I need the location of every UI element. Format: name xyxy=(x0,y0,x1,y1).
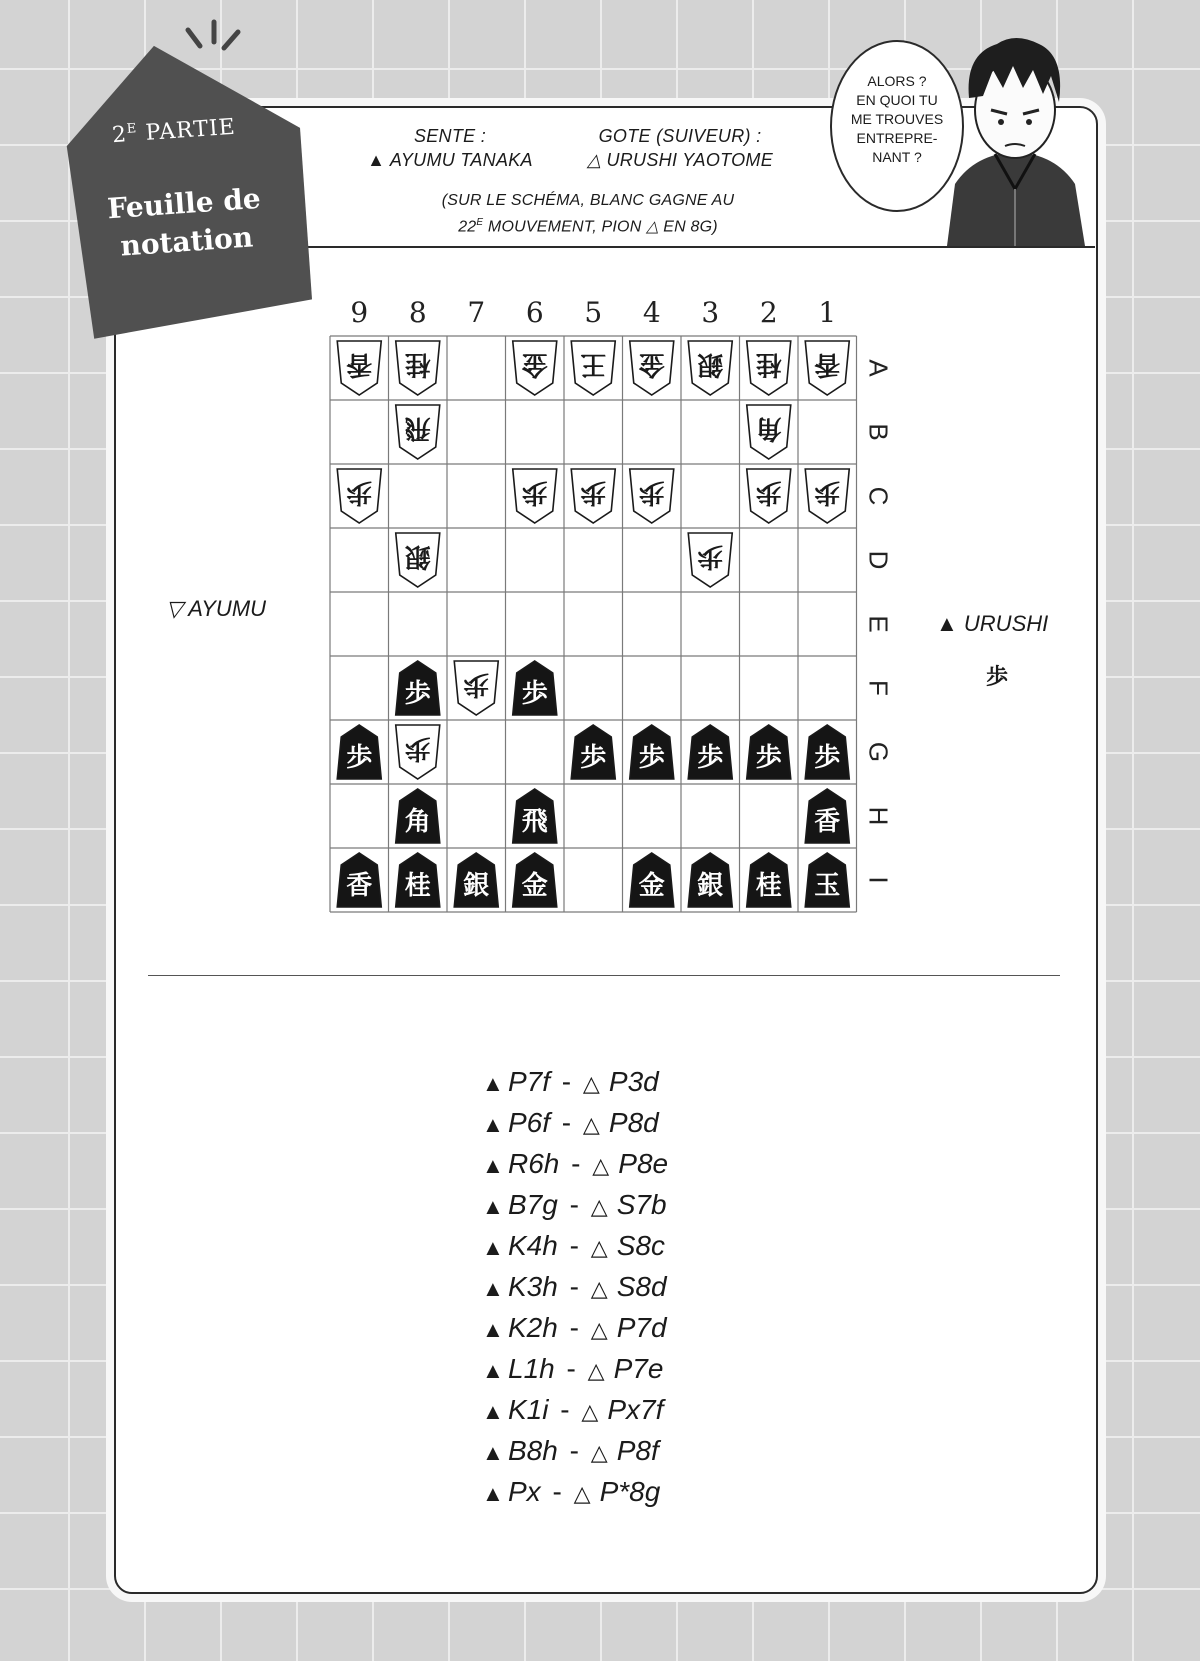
black-piece xyxy=(337,725,381,779)
piece-kanji: 歩 xyxy=(404,679,431,709)
white-piece xyxy=(396,533,440,587)
rank-label: H xyxy=(863,806,894,826)
white-piece xyxy=(747,341,791,395)
black-triangle-icon: ▲ xyxy=(367,150,386,170)
white-triangle-icon: △ xyxy=(581,1399,599,1424)
piece-kanji: 香 xyxy=(346,349,373,379)
white-piece xyxy=(747,469,791,523)
black-piece xyxy=(688,725,732,779)
black-move: K3h xyxy=(508,1271,558,1302)
rank-label: A xyxy=(863,359,894,377)
move-row xyxy=(482,1185,782,1226)
speech-line: ENTREPRE- xyxy=(856,130,938,146)
move-row xyxy=(482,1431,782,1472)
black-move: P6f xyxy=(508,1107,551,1138)
white-piece xyxy=(396,725,440,779)
white-triangle-icon: △ xyxy=(590,1235,608,1260)
white-move: P7d xyxy=(616,1312,667,1343)
move-separator: - xyxy=(544,1476,570,1507)
piece-kanji: 桂 xyxy=(404,871,431,901)
black-piece xyxy=(513,661,557,715)
piece-kanji: 香 xyxy=(346,871,373,901)
piece-kanji: 金 xyxy=(638,871,665,901)
piece-kanji: 飛 xyxy=(521,807,548,837)
black-piece xyxy=(513,853,557,907)
white-move: S8c xyxy=(616,1230,665,1261)
piece-kanji: 歩 xyxy=(814,743,841,773)
rank-label: G xyxy=(863,741,894,763)
file-label: 6 xyxy=(525,296,544,329)
move-row xyxy=(482,1472,782,1513)
pieces-in-hand: 歩 xyxy=(986,664,1009,689)
black-move: L1h xyxy=(508,1353,555,1384)
gote-player: △ URUSHI YAOTOME xyxy=(586,150,774,170)
black-piece xyxy=(630,853,674,907)
white-triangle-icon: △ xyxy=(582,1112,600,1137)
black-triangle-icon: ▲ xyxy=(482,1481,504,1506)
white-piece xyxy=(688,533,732,587)
diagram-note: (SUR LE SCHÉMA, BLANC GAGNE AU $22^E$ MOUVEMENT, PION △ EN 8G) xyxy=(441,192,735,236)
white-move: P7e xyxy=(613,1353,664,1384)
white-piece xyxy=(688,341,732,395)
black-move: K1i xyxy=(508,1394,549,1425)
white-move: P8d xyxy=(608,1107,659,1138)
piece-kanji: 歩 xyxy=(346,477,373,507)
move-list xyxy=(482,1062,782,1513)
black-triangle-icon: ▲ xyxy=(482,1276,504,1301)
white-down-triangle-icon: ▽ xyxy=(166,596,183,621)
piece-kanji: 歩 xyxy=(463,669,490,699)
piece-kanji: 歩 xyxy=(697,541,724,571)
move-separator: - xyxy=(561,1312,587,1343)
white-piece xyxy=(630,469,674,523)
white-piece xyxy=(571,469,615,523)
move-row xyxy=(482,1308,782,1349)
piece-kanji: 銀 xyxy=(697,349,724,379)
move-separator: - xyxy=(554,1066,579,1097)
black-triangle-icon: ▲ xyxy=(482,1071,504,1096)
black-move: B8h xyxy=(508,1435,558,1466)
black-piece xyxy=(805,725,849,779)
black-piece xyxy=(630,725,674,779)
move-separator: - xyxy=(554,1107,579,1138)
piece-kanji: 香 xyxy=(814,349,841,379)
black-triangle-icon: ▲ xyxy=(936,611,958,636)
file-label: 4 xyxy=(642,296,661,329)
white-move: S8d xyxy=(616,1271,667,1302)
piece-kanji: 桂 xyxy=(755,349,782,379)
move-row xyxy=(482,1226,782,1267)
speech-line: ME TROUVES xyxy=(850,111,944,127)
file-label: 2 xyxy=(759,296,778,329)
black-piece xyxy=(747,853,791,907)
piece-kanji: 歩 xyxy=(404,733,431,763)
piece-kanji: 歩 xyxy=(755,743,782,773)
black-piece xyxy=(396,661,440,715)
black-triangle-icon: ▲ xyxy=(482,1194,504,1219)
file-label: 5 xyxy=(584,296,603,329)
white-triangle-icon: △ xyxy=(582,1071,600,1096)
rank-label: D xyxy=(863,550,894,570)
move-separator: - xyxy=(558,1353,584,1384)
black-triangle-icon: ▲ xyxy=(482,1358,504,1383)
move-separator: - xyxy=(561,1230,587,1261)
move-separator: - xyxy=(561,1435,587,1466)
move-separator: - xyxy=(552,1394,578,1425)
section-divider xyxy=(148,975,1060,976)
rank-label: I xyxy=(863,876,894,884)
file-label: 1 xyxy=(818,296,837,329)
white-piece xyxy=(513,469,557,523)
white-move: P8e xyxy=(618,1148,669,1179)
black-triangle-icon: ▲ xyxy=(482,1440,504,1465)
piece-kanji: 桂 xyxy=(755,871,782,901)
move-separator: - xyxy=(563,1148,589,1179)
tag-title: $2^E$ PARTIE xyxy=(111,114,237,149)
piece-kanji: 金 xyxy=(521,349,548,379)
file-label: 9 xyxy=(350,296,369,329)
white-move: P8f xyxy=(616,1435,659,1466)
piece-kanji: 銀 xyxy=(697,871,724,901)
black-move: R6h xyxy=(508,1148,560,1179)
speech-line: EN QUOI TU xyxy=(856,92,938,108)
file-label: 7 xyxy=(467,296,486,329)
white-move: P3d xyxy=(608,1066,659,1097)
piece-kanji: 香 xyxy=(814,807,841,837)
black-move: K4h xyxy=(508,1230,558,1261)
black-piece xyxy=(396,789,440,843)
black-piece xyxy=(688,853,732,907)
move-row xyxy=(482,1103,782,1144)
rank-label: F xyxy=(863,680,894,696)
black-triangle-icon: ▲ xyxy=(482,1235,504,1260)
speech-line: ALORS ? xyxy=(867,73,927,89)
black-move: P7f xyxy=(508,1066,551,1097)
tag-subtitle: Feuille de notation xyxy=(106,181,262,263)
move-row xyxy=(482,1144,782,1185)
piece-kanji: 歩 xyxy=(814,477,841,507)
piece-kanji: 歩 xyxy=(755,477,782,507)
white-piece xyxy=(396,405,440,459)
sente-player: ▲ AYUMU TANAKA xyxy=(367,150,533,170)
right-player-label: ▲ URUSHI xyxy=(936,611,1049,636)
black-triangle-icon: ▲ xyxy=(482,1112,504,1137)
move-row xyxy=(482,1267,782,1308)
black-triangle-icon: ▲ xyxy=(482,1317,504,1342)
black-move: Px xyxy=(508,1476,541,1507)
piece-kanji: 銀 xyxy=(404,541,431,571)
white-piece xyxy=(805,341,849,395)
gote-label: GOTE (SUIVEUR) : xyxy=(598,126,762,146)
rank-label: C xyxy=(863,486,894,506)
white-triangle-icon: △ xyxy=(590,1317,608,1342)
black-triangle-icon: ▲ xyxy=(482,1399,504,1424)
piece-kanji: 銀 xyxy=(463,871,490,901)
black-move: B7g xyxy=(508,1189,558,1220)
white-piece xyxy=(571,341,615,395)
black-piece xyxy=(805,853,849,907)
move-row xyxy=(482,1062,782,1103)
white-piece xyxy=(513,341,557,395)
white-move: S7b xyxy=(616,1189,667,1220)
rank-label: B xyxy=(863,423,894,441)
white-piece xyxy=(396,341,440,395)
black-piece xyxy=(571,725,615,779)
white-triangle-icon: △ xyxy=(592,1153,610,1178)
white-piece xyxy=(630,341,674,395)
piece-kanji: 桂 xyxy=(404,349,431,379)
black-piece xyxy=(396,853,440,907)
black-triangle-icon: ▲ xyxy=(482,1153,504,1178)
piece-kanji: 歩 xyxy=(638,743,665,773)
black-piece xyxy=(513,789,557,843)
white-piece xyxy=(337,341,381,395)
move-separator: - xyxy=(561,1271,587,1302)
white-triangle-icon: △ xyxy=(586,150,602,170)
piece-kanji: 歩 xyxy=(521,477,548,507)
piece-kanji: 角 xyxy=(404,807,431,837)
piece-kanji: 歩 xyxy=(580,477,607,507)
piece-kanji: 王 xyxy=(580,349,607,379)
white-piece xyxy=(747,405,791,459)
white-triangle-icon: △ xyxy=(587,1358,605,1383)
white-triangle-icon: △ xyxy=(590,1276,608,1301)
piece-kanji: 歩 xyxy=(638,477,665,507)
sente-label: SENTE : xyxy=(413,126,487,146)
black-piece xyxy=(337,853,381,907)
black-piece xyxy=(805,789,849,843)
move-separator: - xyxy=(561,1189,587,1220)
white-move: Px7f xyxy=(607,1394,664,1425)
piece-kanji: 角 xyxy=(755,413,782,443)
piece-kanji: 玉 xyxy=(814,871,841,901)
piece-kanji: 飛 xyxy=(404,413,431,443)
piece-kanji: 金 xyxy=(638,349,665,379)
white-move: P*8g xyxy=(599,1476,661,1507)
file-label: 8 xyxy=(408,296,427,329)
rank-label: E xyxy=(863,615,894,633)
white-piece xyxy=(337,469,381,523)
white-piece xyxy=(805,469,849,523)
black-move: K2h xyxy=(508,1312,558,1343)
black-piece xyxy=(454,853,498,907)
white-piece xyxy=(454,661,498,715)
piece-kanji: 歩 xyxy=(580,743,607,773)
white-triangle-icon: △ xyxy=(573,1481,591,1506)
move-row xyxy=(482,1390,782,1431)
piece-kanji: 歩 xyxy=(697,743,724,773)
piece-kanji: 歩 xyxy=(521,679,548,709)
file-label: 3 xyxy=(701,296,720,329)
move-row xyxy=(482,1349,782,1390)
piece-kanji: 歩 xyxy=(346,743,373,773)
left-player-label: ▽ AYUMU xyxy=(166,596,267,621)
white-triangle-icon: △ xyxy=(590,1194,608,1219)
black-piece xyxy=(747,725,791,779)
piece-kanji: 金 xyxy=(521,871,548,901)
white-triangle-icon: △ xyxy=(590,1440,608,1465)
speech-line: NANT ? xyxy=(872,149,922,165)
